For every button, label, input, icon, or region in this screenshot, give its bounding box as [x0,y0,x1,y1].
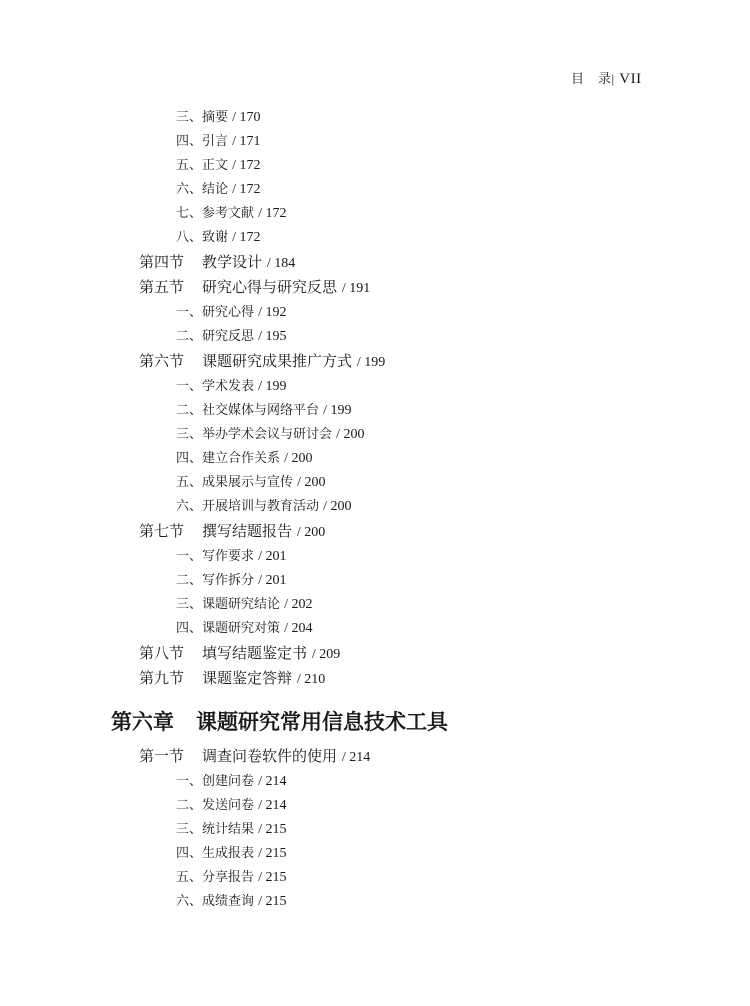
entry-page-number: / 191 [341,281,371,296]
entry-page-number: / 170 [232,110,261,125]
entry-title: 二、发送问卷 [176,798,255,813]
entry-page-number: / 200 [284,451,313,466]
entry-number: 第七节 [139,522,185,540]
entry-title: 教学设计 [202,253,263,271]
subsection-entry [176,770,287,790]
subsection-entry [176,495,352,515]
section-entry [139,642,340,663]
entry-number: 第四节 [139,253,185,271]
subsection-entry [176,471,326,491]
entry-title: 课题研究成果推广方式 [202,352,353,370]
subsection-entry [176,842,287,862]
subsection-entry [176,399,352,419]
subsection-entry [176,569,287,589]
entry-number: 第六节 [139,352,185,370]
entry-title: 撰写结题报告 [202,522,293,540]
subsection-entry [176,545,287,565]
entry-title: 一、学术发表 [176,379,255,394]
entry-page-number: / 214 [258,774,287,789]
subsection-entry [176,890,287,910]
chapter-heading [111,706,448,736]
header-separator: | [611,71,615,86]
entry-title: 二、写作拆分 [176,573,255,588]
subsection-entry [176,866,287,886]
entry-title: 六、成绩查询 [176,894,255,909]
entry-number: 第八节 [139,644,185,662]
entry-page-number: / 171 [232,134,261,149]
running-header [571,68,642,88]
section-entry [139,276,370,297]
entry-page-number: / 172 [232,230,261,245]
section-entry [139,251,295,272]
entry-page-number: / 184 [266,256,296,271]
entry-title: 六、开展培训与教育活动 [176,499,320,514]
entry-page-number: / 204 [284,621,313,636]
entry-page-number: / 202 [284,597,313,612]
entry-number: 第六章 [111,709,174,734]
subsection-entry [176,593,313,613]
entry-number: 第九节 [139,669,185,687]
entry-page-number: / 201 [258,573,287,588]
entry-title: 填写结题鉴定书 [202,644,308,662]
entry-title: 三、统计结果 [176,822,255,837]
entry-page-number: / 209 [311,647,341,662]
header-page-number: VII [619,71,642,87]
subsection-entry [176,617,313,637]
entry-page-number: / 215 [258,894,287,909]
entry-title: 一、写作要求 [176,549,255,564]
entry-page-number: / 200 [296,525,326,540]
entry-page-number: / 214 [258,798,287,813]
entry-page-number: / 215 [258,870,287,885]
entry-title: 四、建立合作关系 [176,451,281,466]
entry-title: 三、举办学术会议与研讨会 [176,427,333,442]
entry-title: 五、分享报告 [176,870,255,885]
entry-title: 五、成果展示与宣传 [176,475,294,490]
entry-page-number: / 199 [356,355,386,370]
subsection-entry [176,301,287,321]
entry-title: 四、生成报表 [176,846,255,861]
entry-page-number: / 200 [336,427,365,442]
entry-page-number: / 172 [232,158,261,173]
subsection-entry [176,794,287,814]
header-title: 目 录 [571,72,612,87]
entry-page-number: / 215 [258,846,287,861]
entry-title: 二、社交媒体与网络平台 [176,403,320,418]
subsection-entry [176,226,261,246]
entry-title: 课题研究常用信息技术工具 [196,709,448,734]
section-entry [139,667,325,688]
subsection-entry [176,818,287,838]
entry-title: 六、结论 [176,182,229,197]
subsection-entry [176,202,287,222]
entry-page-number: / 199 [323,403,352,418]
section-entry [139,520,325,541]
entry-page-number: / 172 [258,206,287,221]
subsection-entry [176,178,261,198]
entry-page-number: / 195 [258,329,287,344]
entry-page-number: / 201 [258,549,287,564]
entry-title: 五、正文 [176,158,229,173]
entry-title: 四、引言 [176,134,229,149]
entry-title: 七、参考文献 [176,206,255,221]
entry-page-number: / 199 [258,379,287,394]
entry-title: 八、致谢 [176,230,229,245]
entry-title: 二、研究反思 [176,329,255,344]
subsection-entry [176,375,287,395]
entry-number: 第一节 [139,747,185,765]
entry-page-number: / 210 [296,672,326,687]
entry-title: 三、课题研究结论 [176,597,281,612]
entry-title: 四、课题研究对策 [176,621,281,636]
subsection-entry [176,423,365,443]
entry-title: 课题鉴定答辩 [202,669,293,687]
entry-page-number: / 200 [323,499,352,514]
entry-title: 调查问卷软件的使用 [202,747,338,765]
entry-number: 第五节 [139,278,185,296]
entry-page-number: / 172 [232,182,261,197]
entry-title: 三、摘要 [176,110,229,125]
entry-page-number: / 214 [341,750,371,765]
subsection-entry [176,447,313,467]
entry-page-number: / 200 [297,475,326,490]
entry-title: 一、创建问卷 [176,774,255,789]
subsection-entry [176,106,261,126]
section-entry [139,350,385,371]
entry-title: 一、研究心得 [176,305,255,320]
subsection-entry [176,130,261,150]
entry-title: 研究心得与研究反思 [202,278,338,296]
subsection-entry [176,325,287,345]
entry-page-number: / 215 [258,822,287,837]
subsection-entry [176,154,261,174]
entry-page-number: / 192 [258,305,287,320]
section-entry [139,745,370,766]
